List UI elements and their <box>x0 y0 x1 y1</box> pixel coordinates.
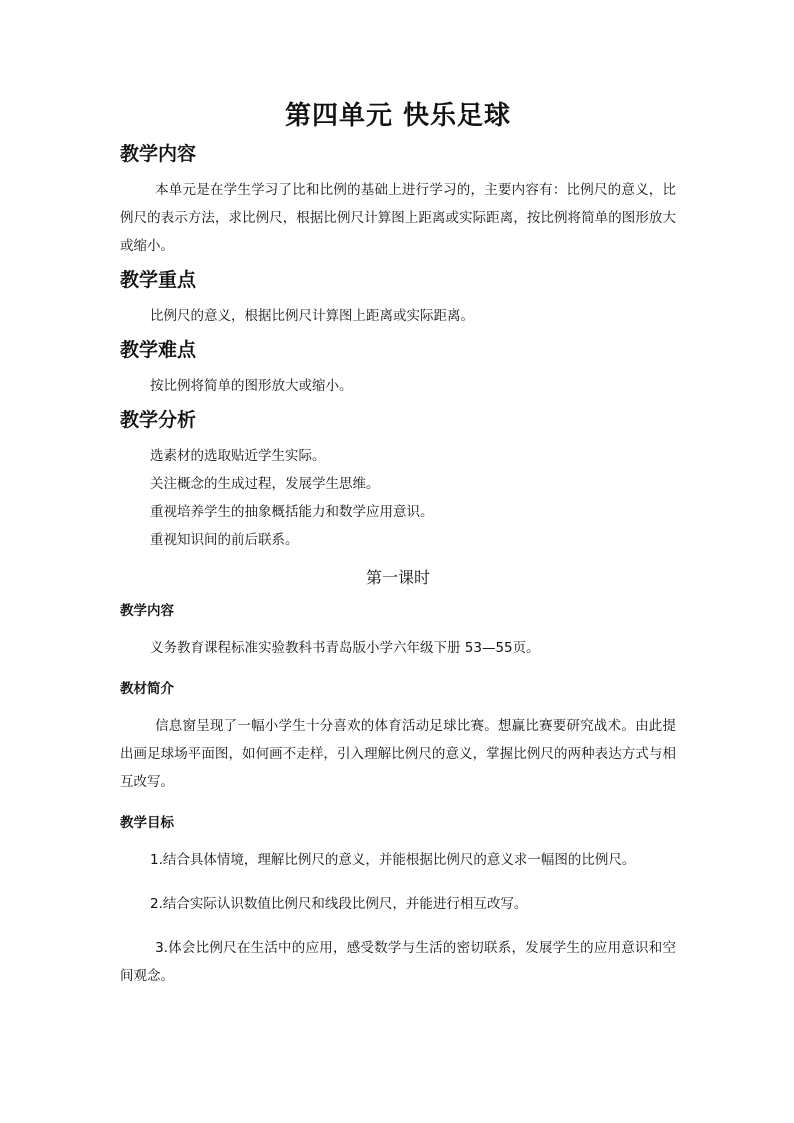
lesson-text-content: 义务教育课程标准实验教科书青岛版小学六年级下册 53—55页。 <box>150 640 540 656</box>
analysis-item: 重视培养学生的抽象概括能力和数学应用意识。 <box>150 504 434 520</box>
goal-item: 3.体会比例尺在生活中的应用，感受数学与生活的密切联系，发展学生的应用意识和空间观念。 <box>120 940 676 984</box>
lesson-text-intro: 信息窗呈现了一幅小学生十分喜欢的体育活动足球比赛。想赢比赛要研究战术。由此提出画足球场平面图，如何画不走样，引入理解比例尺的意义，掌握比例尺的两种表达方式与相互改写。 <box>120 718 676 790</box>
lesson-title: 第一课时 <box>365 568 430 587</box>
lesson-heading-content: 教学内容 <box>120 603 174 619</box>
lesson-heading-goals: 教学目标 <box>120 815 174 831</box>
lesson-heading-intro: 教材简介 <box>120 681 174 697</box>
unit-title: 第四单元 快乐足球 <box>284 101 512 131</box>
section-text-key-points: 比例尺的意义，根据比例尺计算图上距离或实际距离。 <box>150 308 474 324</box>
analysis-item: 关注概念的生成过程，发展学生思维。 <box>150 476 380 492</box>
goal-item: 2.结合实际认识数值比例尺和线段比例尺，并能进行相互改写。 <box>150 896 528 912</box>
section-heading-key-points: 教学重点 <box>120 269 197 291</box>
section-text-content: 本单元是在学生学习了比和比例的基础上进行学习的，主要内容有：比例尺的意义，比例尺的表示方法，求比例尺，根据比例尺计算图上距离或实际距离，按比例将简单的图形放大或缩小。 <box>120 182 676 254</box>
section-heading-content: 教学内容 <box>120 143 197 165</box>
section-heading-analysis: 教学分析 <box>120 409 197 431</box>
analysis-item: 重视知识间的前后联系。 <box>150 532 299 548</box>
goal-item: 1.结合具体情境，理解比例尺的意义，并能根据比例尺的意义求一幅图的比例尺。 <box>150 852 636 868</box>
analysis-item: 选素材的选取贴近学生实际。 <box>150 448 326 464</box>
section-text-difficult-points: 按比例将简单的图形放大或缩小。 <box>150 378 353 394</box>
section-heading-difficult-points: 教学难点 <box>120 339 197 361</box>
